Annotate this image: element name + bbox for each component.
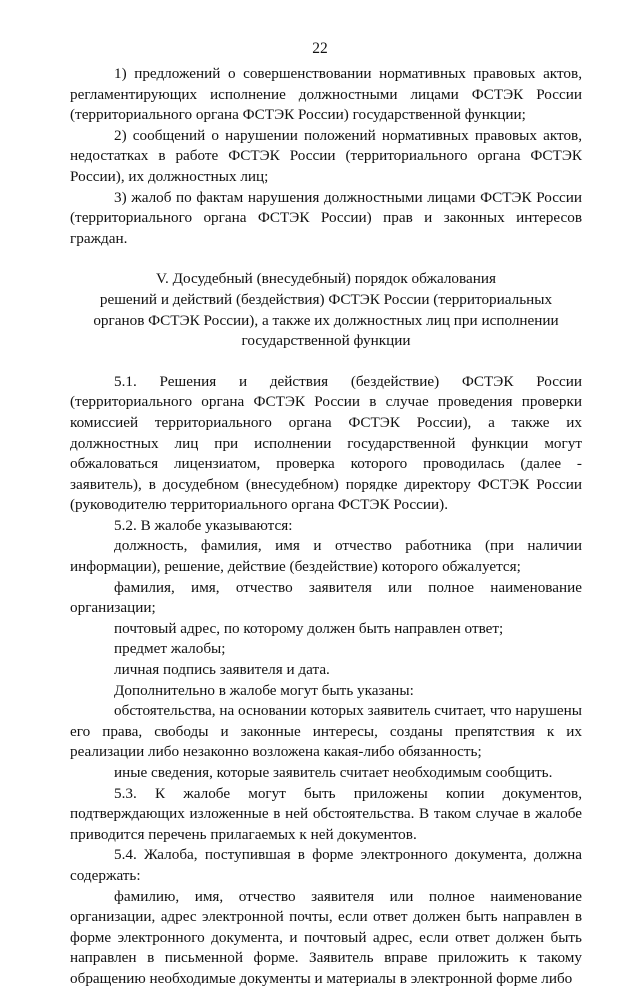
paragraph: почтовый адрес, по которому должен быть направлен ответ; [114, 619, 504, 637]
section-heading-line: решений и действий (бездействия) ФСТЭК России (территориальных [99, 290, 553, 308]
paragraph: личная подпись заявителя и дата. [114, 661, 330, 679]
list-item: 1) предложений о совершенствовании нормативных правовых актов, регламентирующих исполнение должностными лицами ФСТЭК России (территориального органа ФСТЭК России) государственной функции; [70, 65, 582, 124]
intro-list [70, 64, 582, 249]
paragraph: обстоятельства, на основании которых заявитель считает, что нарушены его права, свободы и законные интересы, созданы препятствия к их реализации либо незаконно возложена какая-либо обязанность; [70, 702, 582, 761]
paragraph-5-2: 5.2. В жалобе указываются: [114, 516, 293, 534]
paragraph: Дополнительно в жалобе могут быть указаны: [114, 681, 414, 699]
page-number: 22 [312, 40, 328, 57]
section-heading [70, 269, 582, 351]
section-heading-line: государственной функции [241, 332, 411, 350]
paragraph-5-3: 5.3. К жалобе могут быть приложены копии документов, подтверждающих изложенные в ней обстоятельства. В таком случае в жалобе приводится перечень прилагаемых к ней документов. [70, 784, 582, 843]
paragraph-5-1: 5.1. Решения и действия (бездействие) ФСТЭК России (территориального органа ФСТЭК России в случае проведения проверки комиссией территориального органа ФСТЭК России), а также их должностных лиц при исполнении государственной функции могут обжаловаться лицензиатом, проверка которого проводилась (далее - заявитель), в досудебном (внесудебном) порядке директору ФСТЭК России (руководителю территориального органа ФСТЭК России). [70, 372, 582, 514]
paragraph: должность, фамилия, имя и отчество работника (при наличии информации), решение, действие (бездействие) которого обжалуется; [70, 537, 582, 576]
section-heading-line: органов ФСТЭК России), а также их должностных лиц при исполнении [93, 311, 559, 329]
section-heading-line: V. Досудебный (внесудебный) порядок обжалования [156, 270, 496, 288]
paragraph: предмет жалобы; [114, 640, 226, 658]
paragraph: фамилию, имя, отчество заявителя или полное наименование организации, адрес электронной почты, если ответ должен быть направлен в форме электронного документа, и почтовый адрес, если ответ должен быть направлен в письменной форме. Заявитель вправе приложить к такому обращению необходимые документы и материалы в электронной форме либо [70, 887, 582, 987]
list-item: 3) жалоб по фактам нарушения должностными лицами ФСТЭК России (территориального органа ФСТЭК России) прав и законных интересов граждан. [70, 188, 582, 247]
list-item: 2) сообщений о нарушении положений нормативных правовых актов, недостатках в работе ФСТЭК России (территориального органа ФСТЭК России), их должностных лиц; [70, 126, 582, 185]
paragraph: фамилия, имя, отчество заявителя или полное наименование организации; [70, 578, 582, 617]
paragraph: иные сведения, которые заявитель считает необходимым сообщить. [114, 764, 553, 781]
document-body [70, 64, 582, 990]
paragraph-5-4: 5.4. Жалоба, поступившая в форме электронного документа, должна содержать: [70, 846, 582, 884]
